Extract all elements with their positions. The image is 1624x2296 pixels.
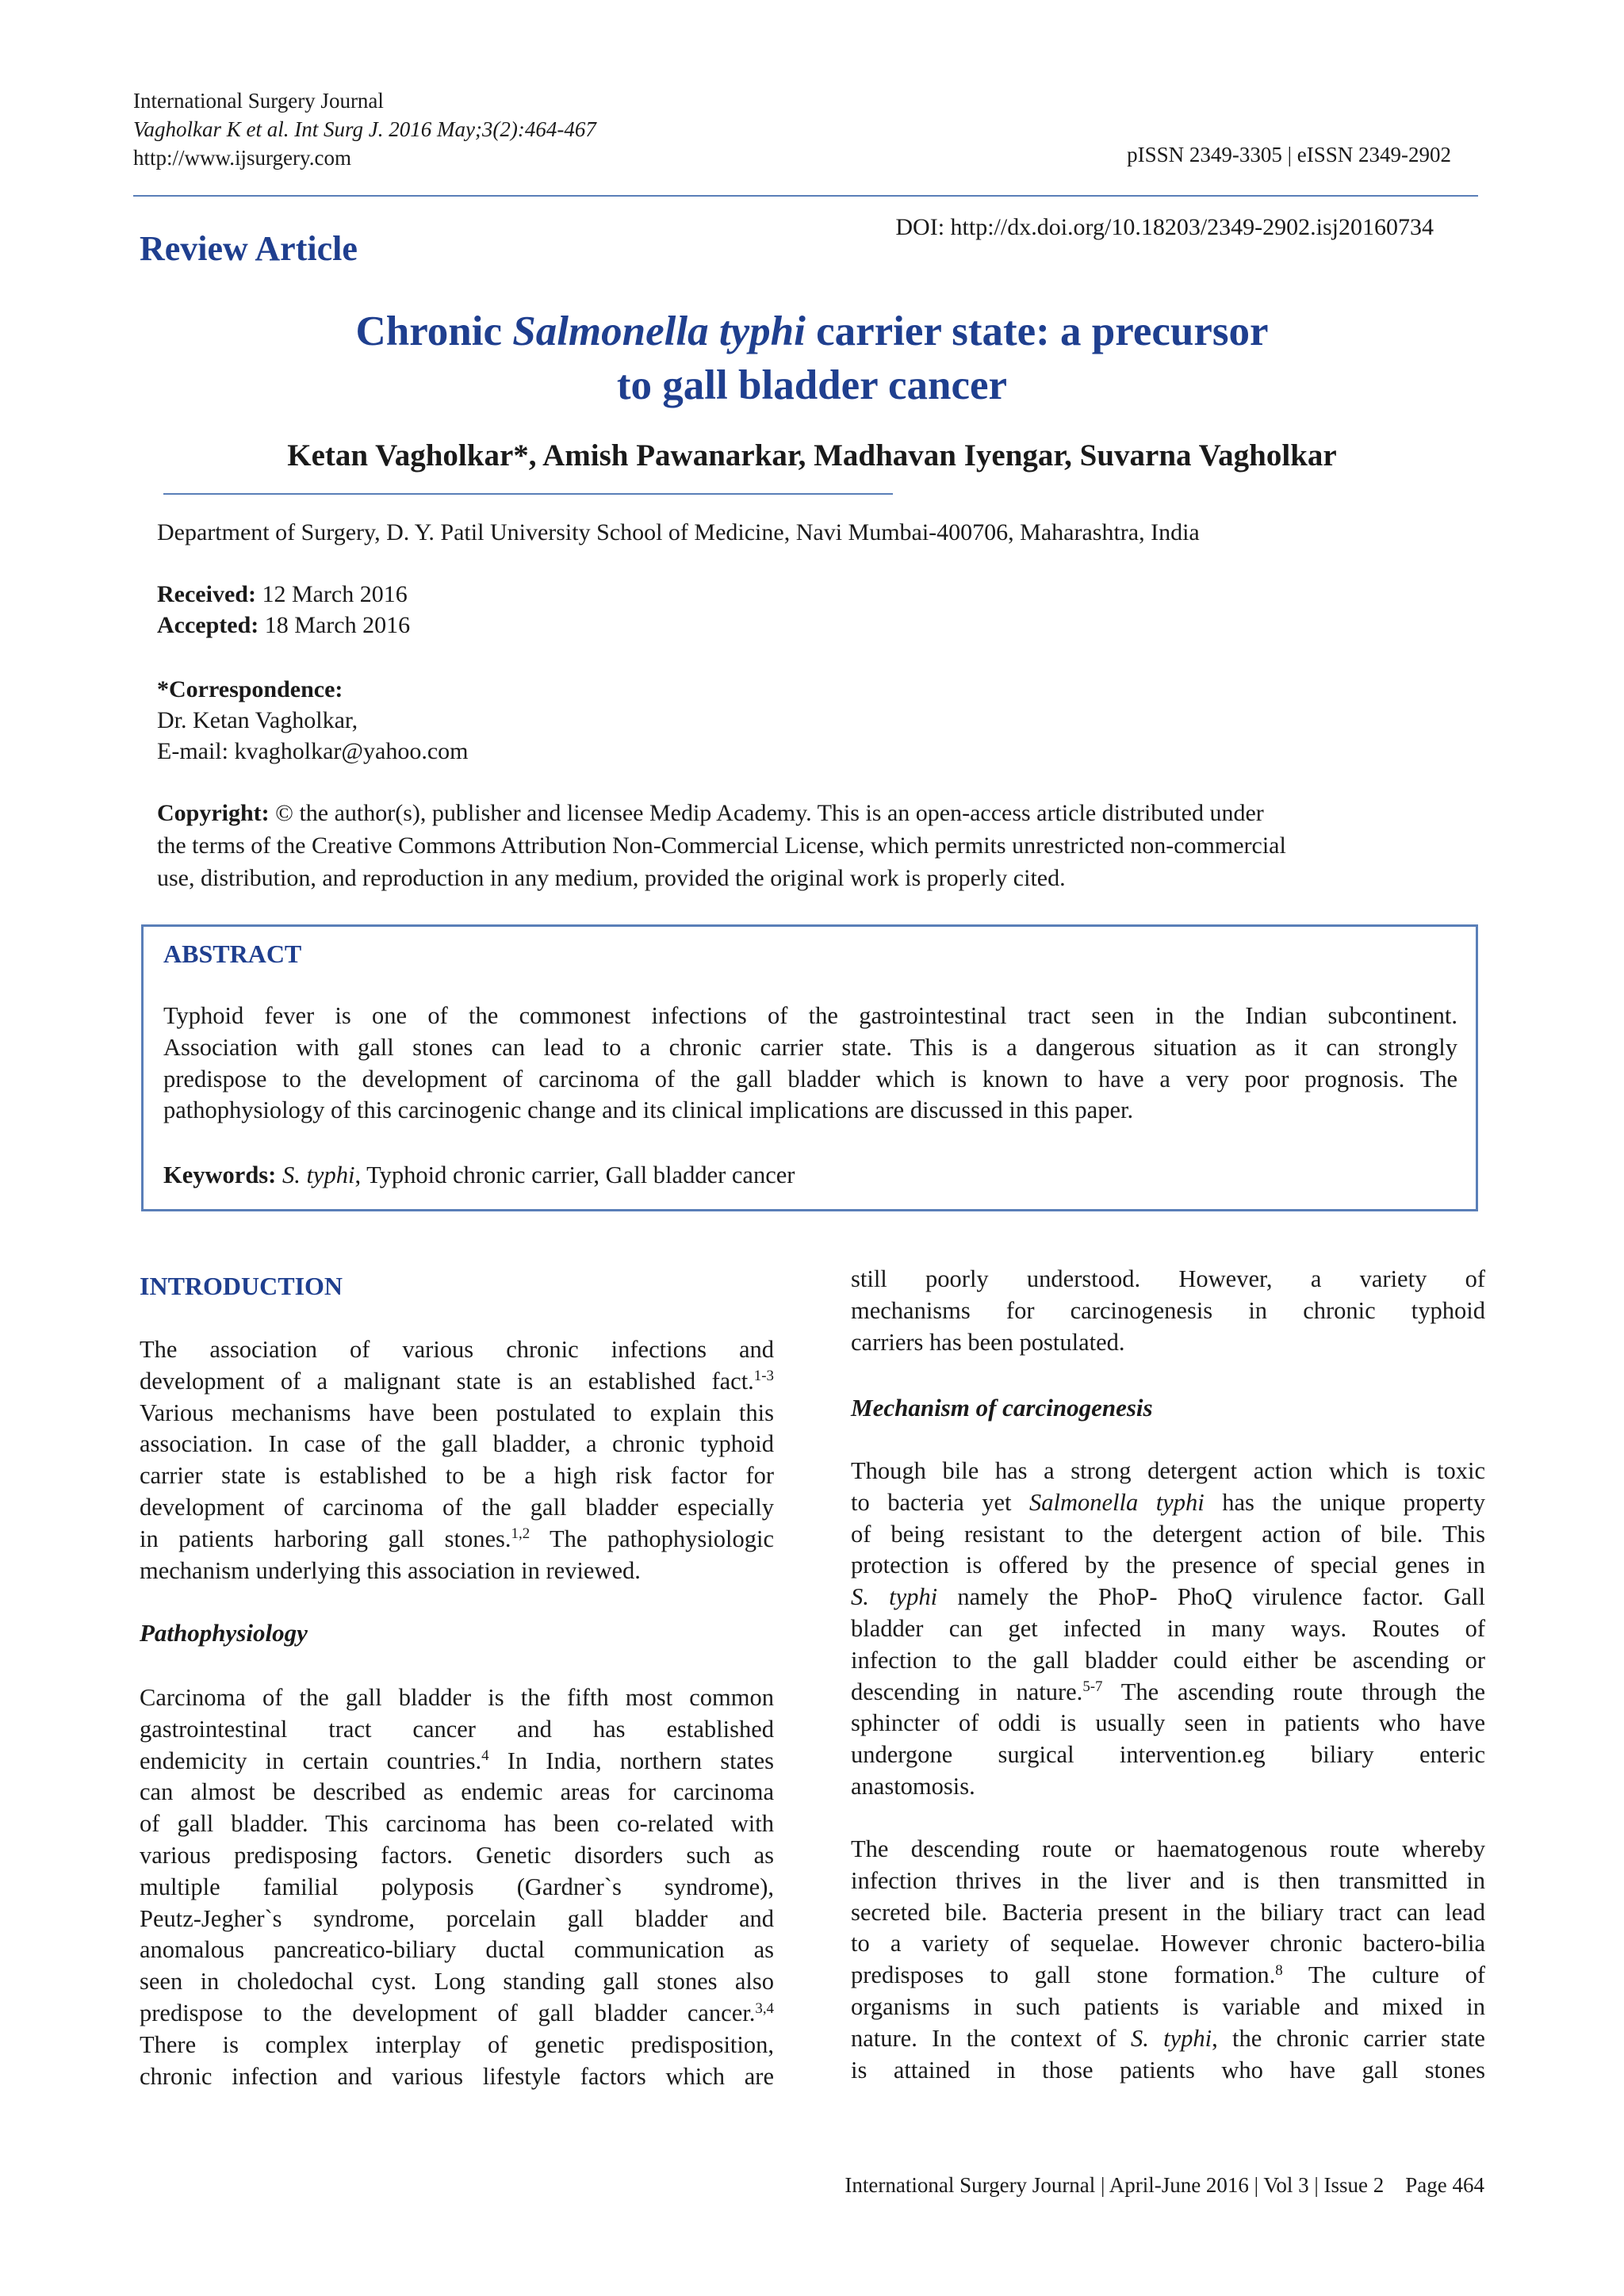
article-type: Review Article (140, 229, 358, 268)
copyright-line2: the terms of the Creative Commons Attribution Non-Commercial License, which permits unrestricted non-commercial (157, 832, 1286, 859)
text-line: development of carcinoma of the gall bladder especially (140, 1493, 774, 1521)
authors: Ketan Vagholkar*, Amish Pawanarkar, Madhavan Iyengar, Suvarna Vagholkar (287, 438, 1337, 473)
introduction-paragraph (140, 1334, 774, 1586)
copyright-line1: Copyright: © the author(s), publisher and licensee Medip Academy. This is an open-access article distributed under (157, 800, 1264, 826)
abstract-line: pathophysiology of this carcinogenic change and its clinical implications are discussed in this paper. (163, 1096, 1134, 1124)
copyright-line3: use, distribution, and reproduction in any medium, provided the original work is properly cited. (157, 865, 1066, 891)
text-line: endemicity in certain countries.$^4$ In India, northern states (140, 1747, 774, 1774)
text-line: of gall bladder. This carcinoma has been co-related with (140, 1810, 774, 1838)
keywords: Keywords: S. typhi, Typhoid chronic carrier, Gall bladder cancer (163, 1161, 795, 1188)
pathophysiology-heading: Pathophysiology (140, 1619, 308, 1647)
text-line: is attained in those patients who have gall stones (851, 2056, 1485, 2084)
text-line: The descending route or haematogenous route whereby (851, 1835, 1485, 1862)
text-line: to a variety of sequelae. However chronic bactero-bilia (851, 1930, 1485, 1957)
pathophysiology-paragraph (140, 1682, 774, 2092)
text-line: various predisposing factors. Genetic disorders such as (140, 1841, 774, 1869)
text-line: in patients harboring gall stones.$^{1,2}$ The pathophysiologic (140, 1525, 774, 1552)
introduction-heading: INTRODUCTION (140, 1272, 343, 1300)
mechanism-paragraph-2 (851, 1834, 1485, 2086)
text-line: organisms in such patients is variable and mixed in (851, 1992, 1485, 2020)
text-line: secreted bile. Bacteria present in the biliary tract can lead (851, 1898, 1485, 1926)
abstract-text (163, 1001, 1457, 1127)
abstract-heading: ABSTRACT (163, 939, 302, 968)
affiliation: Department of Surgery, D. Y. Patil University School of Medicine, Navi Mumbai-400706, Maharashtra, India (157, 519, 1200, 545)
issn: pISSN 2349-3305 | eISSN 2349-2902 (1127, 143, 1451, 166)
abstract-line: predispose to the development of carcinoma of the gall bladder which is known to have a very poor prognosis. The (163, 1065, 1457, 1093)
text-line: nature. In the context of S. typhi, the chronic carrier state (851, 2024, 1485, 2052)
text-line: infection to the gall bladder could either be ascending or (851, 1646, 1485, 1674)
text-line: anomalous pancreatico-biliary ductal communication as (140, 1936, 774, 1964)
text-line: infection thrives in the liver and is then transmitted in (851, 1866, 1485, 1894)
text-line: Various mechanisms have been postulated to explain this (140, 1399, 774, 1426)
text-line: There is complex interplay of genetic predisposition, (140, 2030, 774, 2058)
citation: Vagholkar K et al. Int Surg J. 2016 May;3(2):464-467 (133, 117, 596, 141)
text-line: sphincter of oddi is usually seen in patients who have (851, 1709, 1485, 1737)
text-line: predisposes to gall stone formation.$^8$ The culture of (851, 1961, 1485, 1989)
received-date: Received: 12 March 2016 (157, 581, 408, 607)
text-line: mechanism underlying this association in reviewed. (140, 1556, 641, 1584)
correspondence-email[interactable]: E-mail: kvagholkar@yahoo.com (157, 738, 469, 764)
text-line: chronic infection and various lifestyle factors which are (140, 2062, 774, 2090)
text-line: multiple familial polyposis (Gardner`s syndrome), (140, 1873, 774, 1900)
article-title-line2: to gall bladder cancer (616, 362, 1008, 408)
text-line: anastomosis. (851, 1772, 975, 1800)
text-line: association. In case of the gall bladder, a chronic typhoid (140, 1430, 774, 1458)
text-line: bladder can get infected in many ways. Routes of (851, 1614, 1485, 1642)
authors-rule (163, 493, 893, 495)
text-line: carrier state is established to be a high risk factor for (140, 1462, 774, 1490)
text-line: Peutz-Jegher`s syndrome, porcelain gall bladder and (140, 1904, 774, 1932)
continuation-paragraph (851, 1264, 1485, 1358)
text-line: gastrointestinal tract cancer and has established (140, 1715, 774, 1743)
text-line: Carcinoma of the gall bladder is the fifth most common (140, 1684, 774, 1711)
text-line: predispose to the development of gall bladder cancer.$^{3,4}$ (140, 1999, 774, 2026)
correspondence-name: Dr. Ketan Vagholkar, (157, 707, 358, 733)
text-line: to bacteria yet Salmonella typhi has the unique property (851, 1488, 1485, 1516)
text-line: of being resistant to the detergent action of bile. This (851, 1520, 1485, 1548)
doi[interactable]: DOI: http://dx.doi.org/10.18203/2349-2902.isj20160734 (895, 214, 1434, 240)
text-line: mechanisms for carcinogenesis in chronic typhoid (851, 1296, 1485, 1324)
text-line: still poorly understood. However, a variety of (851, 1265, 1485, 1292)
article-title-line1: Chronic Salmonella typhi carrier state: a precursor (355, 308, 1269, 354)
text-line: can almost be described as endemic areas for carcinoma (140, 1778, 774, 1806)
abstract-line: Typhoid fever is one of the commonest infections of the gastrointestinal tract seen in the Indian subcontinent. (163, 1002, 1457, 1029)
correspondence-label: *Correspondence: (157, 676, 343, 702)
journal-url[interactable]: http://www.ijsurgery.com (133, 146, 351, 170)
text-line: carriers has been postulated. (851, 1328, 1125, 1356)
text-line: development of a malignant state is an established fact.$^{1-3}$ (140, 1367, 774, 1395)
mechanism-heading: Mechanism of carcinogenesis (851, 1394, 1153, 1422)
text-line: The association of various chronic infections and (140, 1336, 774, 1363)
text-line: seen in choledochal cyst. Long standing gall stones also (140, 1968, 774, 1996)
journal-name: International Surgery Journal (133, 89, 384, 113)
text-line: protection is offered by the presence of special genes in (851, 1552, 1485, 1579)
abstract-line: Association with gall stones can lead to a chronic carrier state. This is a dangerous situation as it can strongly (163, 1033, 1457, 1061)
text-line: descending in nature.$^{5-7}$ The ascending route through the (851, 1678, 1485, 1705)
text-line: S. typhi namely the PhoP- PhoQ virulence factor. Gall (851, 1583, 1485, 1611)
accepted-date: Accepted: 18 March 2016 (157, 612, 411, 638)
mechanism-paragraph-1 (851, 1456, 1485, 1803)
header-rule (133, 195, 1478, 197)
text-line: undergone surgical intervention.eg biliary enteric (851, 1741, 1485, 1769)
page-footer: International Surgery Journal | April-June 2016 | Vol 3 | Issue 2 Page 464 (845, 2173, 1484, 2197)
text-line: Though bile has a strong detergent action which is toxic (851, 1457, 1485, 1484)
